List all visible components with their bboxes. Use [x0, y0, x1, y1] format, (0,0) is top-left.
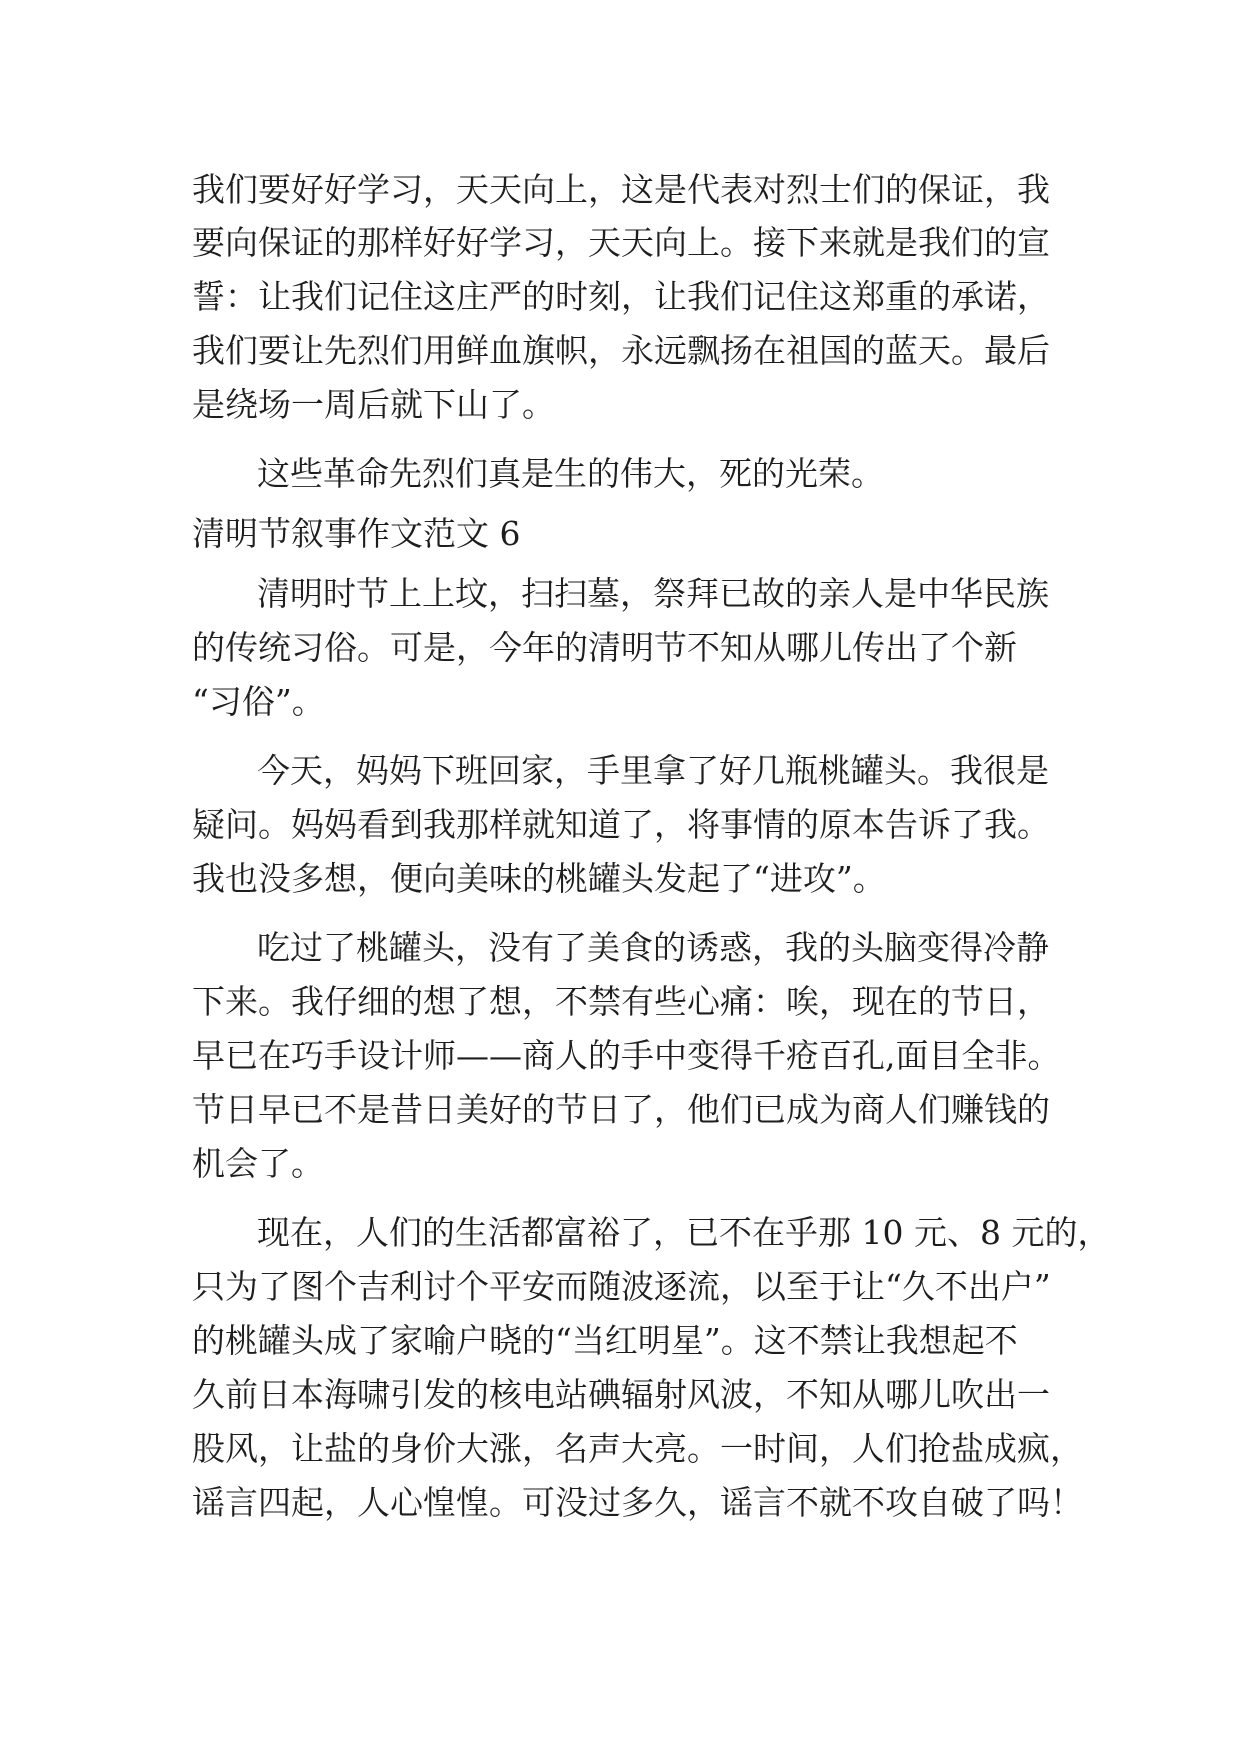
text-line: 的传统习俗。可是，今年的清明节不知从哪儿传出了个新 — [192, 628, 1017, 667]
text-line: 机会了。 — [192, 1144, 324, 1183]
text-line: 下来。我仔细的想了想，不禁有些心痛：唉，现在的节日， — [192, 982, 1050, 1021]
text-line: 我也没多想，便向美味的桃罐头发起了“进攻”。 — [192, 859, 886, 898]
text-line: 久前日本海啸引发的核电站碘辐射风波，不知从哪儿吹出一 — [192, 1375, 1050, 1414]
text-line: 我们要好好学习，天天向上，这是代表对烈士们的保证，我 — [192, 170, 1050, 209]
text-line: 今天，妈妈下班回家，手里拿了好几瓶桃罐头。我很是 — [257, 751, 1049, 790]
text-line: 是绕场一周后就下山了。 — [192, 385, 555, 424]
text-line: 节日早已不是昔日美好的节日了，他们已成为商人们赚钱的 — [192, 1090, 1050, 1129]
text-line: 现在，人们的生活都富裕了，已不在乎那 10 元、8 元的， — [257, 1213, 1111, 1252]
text-line: 疑问。妈妈看到我那样就知道了，将事情的原本告诉了我。 — [192, 805, 1050, 844]
text-line: 清明时节上上坟，扫扫墓，祭拜已故的亲人是中华民族 — [257, 574, 1049, 613]
text-line: 吃过了桃罐头，没有了美食的诱惑，我的头脑变得冷静 — [257, 928, 1049, 967]
text-line: 谣言四起，人心惶惶。可没过多久，谣言不就不攻自破了吗！ — [192, 1483, 1083, 1522]
text-line: 这些革命先烈们真是生的伟大，死的光荣。 — [257, 454, 884, 493]
text-line: 誓：让我们记住这庄严的时刻，让我们记住这郑重的承诺， — [192, 277, 1050, 316]
text-line: 我们要让先烈们用鲜血旗帜，永远飘扬在祖国的蓝天。最后 — [192, 331, 1050, 370]
text-line: 要向保证的那样好好学习，天天向上。接下来就是我们的宣 — [192, 223, 1050, 262]
text-line: 的桃罐头成了家喻户晓的“当红明星”。这不禁让我想起不 — [192, 1321, 1018, 1360]
text-line: 股风，让盐的身价大涨，名声大亮。一时间，人们抢盐成疯， — [192, 1429, 1083, 1468]
section-heading: 清明节叙事作文范文 6 — [192, 514, 521, 553]
text-line: 早已在巧手设计师——商人的手中变得千疮百孔,面目全非。 — [192, 1036, 1061, 1075]
text-line: 只为了图个吉利讨个平安而随波逐流，以至于让“久不出户” — [192, 1267, 1051, 1306]
text-line: “习俗”。 — [192, 682, 325, 721]
